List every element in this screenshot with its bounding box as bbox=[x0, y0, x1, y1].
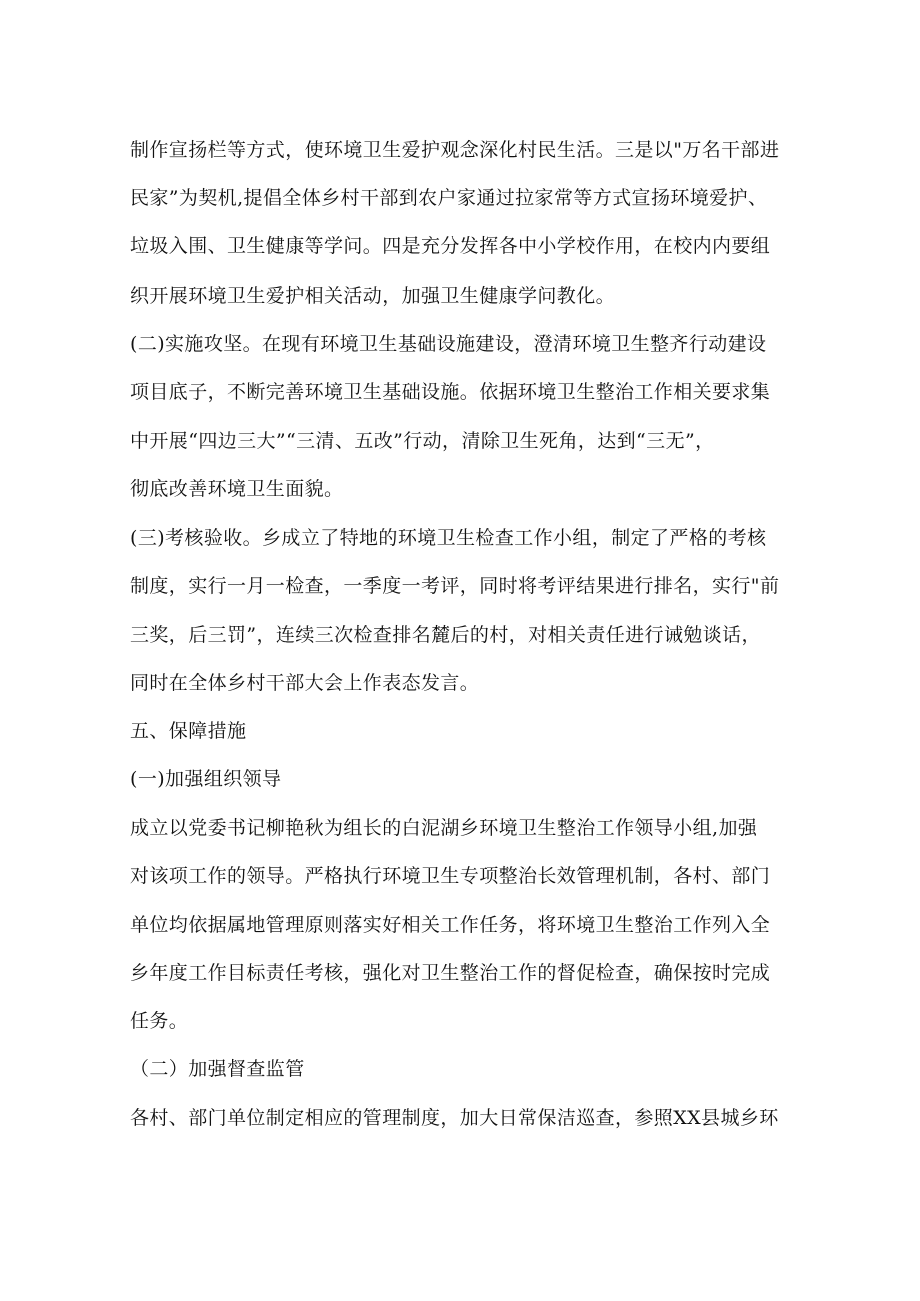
text-line: 成立以党委书记柳艳秋为组长的白泥湖乡环境卫生整治工作领导小组,加强 bbox=[130, 817, 758, 839]
text-line: 任务。 bbox=[130, 1010, 189, 1032]
subsection-heading: (一)加强组织领导 bbox=[130, 768, 282, 790]
text-line: 制作宣扬栏等方式，使环境卫生爱护观念深化村民生活。三是以"万名干部进 bbox=[130, 139, 780, 161]
text-line: (二)实施攻坚。在现有环境卫生基础设施建设，澄清环境卫生整齐行动建设 bbox=[130, 333, 767, 355]
text-line: 同时在全体乡村干部大会上作表态发言。 bbox=[130, 672, 480, 694]
text-line: 中开展“四边三大”“三清、五改”行动，清除卫生死角，达到“三无”， bbox=[130, 430, 715, 452]
text-line: (三)考核验收。乡成立了特地的环境卫生检查工作小组，制定了严格的考核 bbox=[130, 527, 767, 549]
text-line: 三奖，后三罚”，连续三次检查排名麓后的村，对相关责任进行诫勉谈话， bbox=[130, 624, 761, 646]
text-line: 制度，实行一月一检查，一季度一考评，同时将考评结果进行排名，实行"前 bbox=[130, 575, 780, 597]
text-line: 单位均依据属地管理原则落实好相关工作任务，将环境卫生整治工作列入全 bbox=[130, 914, 771, 936]
subsection-heading: （二）加强督查监管 bbox=[130, 1058, 305, 1080]
text-line: 项目底子，不断完善环境卫生基础设施。依据环境卫生整治工作相关要求集 bbox=[130, 381, 771, 403]
text-line: 织开展环境卫生爱护相关活动，加强卫生健康学问教化。 bbox=[130, 285, 616, 307]
text-line: 彻底改善环境卫生面貌。 bbox=[130, 478, 344, 500]
text-line: 乡年度工作目标责任考核，强化对卫生整治工作的督促检查，确保按时完成 bbox=[130, 962, 771, 984]
text-line: 对该项工作的领导。严格执行环境卫生专项整治长效管理机制，各村、部门 bbox=[130, 865, 771, 887]
text-line: 各村、部门单位制定相应的管理制度，加大日常保洁巡查，参照XX县城乡环 bbox=[130, 1107, 779, 1129]
section-heading: 五、保障措施 bbox=[130, 720, 247, 742]
text-line: 民家”为契机,提倡全体乡村干部到农户家通过拉家常等方式宣扬环境爱护、 bbox=[130, 187, 768, 209]
text-line: 垃圾入围、卫生健康等学问。四是充分发挥各中小学校作用，在校内内要组 bbox=[130, 235, 771, 257]
